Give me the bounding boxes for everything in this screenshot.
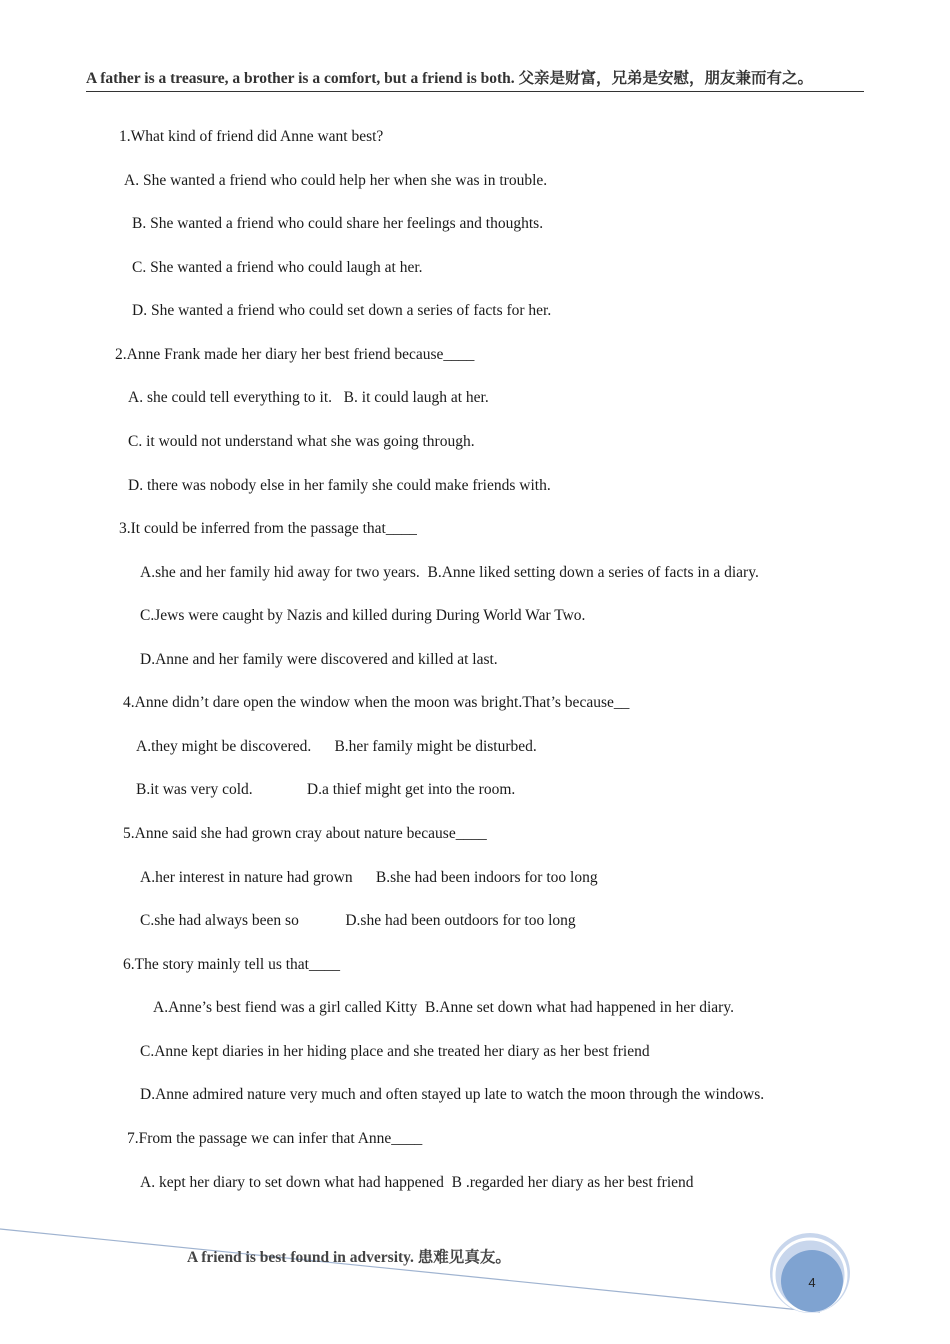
question-6-options-ab: A.Anne’s best fiend was a girl called Kitty B.Anne set down what had happened in her diary. (153, 999, 734, 1016)
question-3-option-d: D.Anne and her family were discovered and killed at last. (140, 651, 498, 668)
page-number: 4 (808, 1274, 816, 1290)
question-1-option-a: A. She wanted a friend who could help her when she was in trouble. (124, 172, 548, 189)
footer-quote: A friend is best found in adversity. 患难见真友。 (187, 1249, 511, 1266)
footer-diagonal-rule (0, 1229, 820, 1312)
question-1-option-c: C. She wanted a friend who could laugh at her. (132, 259, 423, 276)
question-2-option-c: C. it would not understand what she was going through. (128, 433, 475, 450)
question-6-option-c: C.Anne kept diaries in her hiding place and she treated her diary as her best friend (140, 1043, 650, 1060)
question-6-option-d: D.Anne admired nature very much and often stayed up late to watch the moon through the windows. (140, 1086, 765, 1103)
page-header-quote: A father is a treasure, a brother is a comfort, but a friend is both. 父亲是财富，兄弟是安慰，朋友兼而有之。 (86, 66, 864, 92)
question-5-stem: 5.Anne said she had grown cray about nature because____ (123, 825, 487, 842)
question-7-options-ab: A. kept her diary to set down what had happened B .regarded her diary as her best friend (140, 1174, 694, 1191)
question-3-option-c: C.Jews were caught by Nazis and killed during During World War Two. (140, 607, 586, 624)
question-3-stem: 3.It could be inferred from the passage that____ (119, 520, 417, 537)
question-5-options-ab: A.her interest in nature had grown B.she had been indoors for too long (140, 869, 598, 886)
question-1-option-d: D. She wanted a friend who could set down a series of facts for her. (132, 302, 552, 319)
question-6-stem: 6.The story mainly tell us that____ (123, 956, 340, 973)
question-4-stem: 4.Anne didn’t dare open the window when the moon was bright.That’s because__ (123, 694, 630, 711)
question-7-stem: 7.From the passage we can infer that Anne____ (127, 1130, 423, 1147)
question-1-option-b: B. She wanted a friend who could share her feelings and thoughts. (132, 215, 544, 232)
question-3-options-ab: A.she and her family hid away for two years. B.Anne liked setting down a series of facts in a diary. (140, 564, 759, 581)
question-5-options-cd: C.she had always been so D.she had been outdoors for too long (140, 912, 576, 929)
question-4-options-cd: B.it was very cold. D.a thief might get into the room. (136, 781, 516, 798)
question-2-option-d: D. there was nobody else in her family she could make friends with. (128, 477, 551, 494)
question-2-options-ab: A. she could tell everything to it. B. it could laugh at her. (128, 389, 489, 406)
question-1-stem: 1.What kind of friend did Anne want best? (119, 128, 384, 145)
question-2-stem: 2.Anne Frank made her diary her best friend because____ (115, 346, 475, 363)
question-4-options-ab: A.they might be discovered. B.her family might be disturbed. (136, 738, 537, 755)
